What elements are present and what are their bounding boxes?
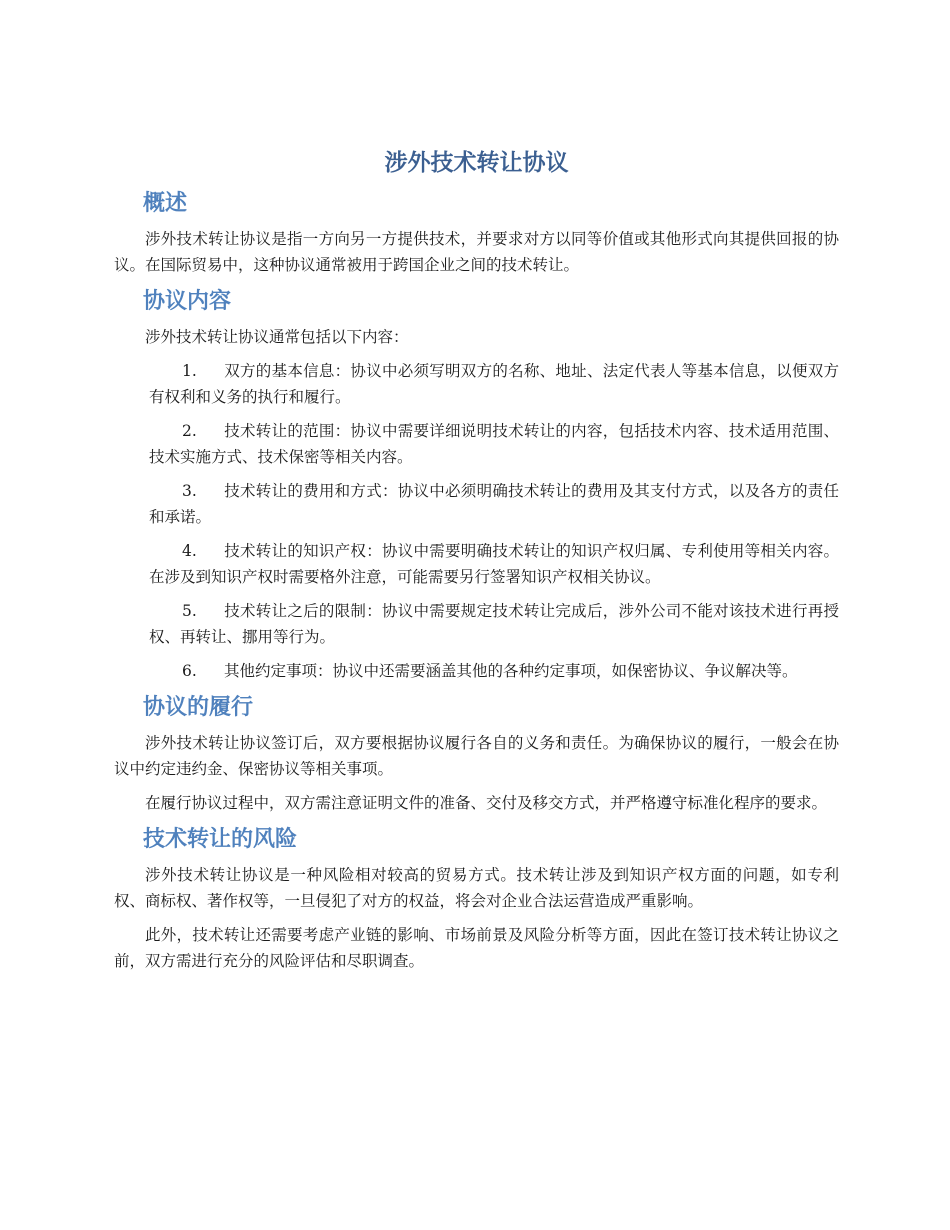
list-item-number: 1. — [182, 362, 197, 380]
paragraph: 此外，技术转让还需要考虑产业链的影响、市场前景及风险分析等方面，因此在签订技术转让协议之前，双方需进行充分的风险评估和尽职调查。 — [114, 926, 839, 970]
list-item-number: 6. — [182, 662, 197, 680]
section-heading-risks: 技术转让的风险 — [143, 827, 298, 852]
list-item — [149, 598, 839, 650]
paragraph: 涉外技术转让协议是一种风险相对较高的贸易方式。技术转让涉及到知识产权方面的问题，如专利权、商标权、著作权等，一旦侵犯了对方的权益，将会对企业合法运营造成严重影响。 — [114, 866, 839, 910]
paragraph: 在履行协议过程中，双方需注意证明文件的准备、交付及移交方式，并严格遵守标准化程序的要求。 — [145, 794, 828, 812]
list-item-text: 技术转让的知识产权：协议中需要明确技术转让的知识产权归属、专利使用等相关内容。在涉及到知识产权时需要格外注意，可能需要另行签署知识产权相关协议。 — [149, 542, 839, 586]
list-item — [149, 658, 839, 684]
list-item-text: 双方的基本信息：协议中必须写明双方的名称、地址、法定代表人等基本信息，以便双方有权利和义务的执行和履行。 — [149, 362, 839, 406]
list-item-number: 5. — [182, 602, 197, 620]
list-item — [149, 538, 839, 590]
section-content — [114, 286, 839, 684]
list-item — [149, 358, 839, 410]
list-item — [149, 418, 839, 470]
content-list — [114, 358, 839, 684]
section-heading-content: 协议内容 — [143, 289, 232, 314]
list-item-text: 其他约定事项：协议中还需要涵盖其他的各种约定事项，如保密协议、争议解决等。 — [224, 662, 798, 680]
section-performance — [114, 692, 839, 816]
section-heading-performance: 协议的履行 — [143, 695, 254, 720]
section-heading-overview: 概述 — [143, 191, 188, 216]
document-title: 涉外技术转让协议 — [384, 150, 569, 176]
list-item-number: 2. — [182, 422, 197, 440]
list-item-text: 技术转让之后的限制：协议中需要规定技术转让完成后，涉外公司不能对该技术进行再授权、再转让、挪用等行为。 — [149, 602, 839, 646]
list-item-text: 技术转让的费用和方式：协议中必须明确技术转让的费用及其支付方式，以及各方的责任和承诺。 — [149, 482, 839, 526]
paragraph: 涉外技术转让协议是指一方向另一方提供技术，并要求对方以同等价值或其他形式向其提供回报的协议。在国际贸易中，这种协议通常被用于跨国企业之间的技术转让。 — [114, 230, 839, 274]
section-risks — [114, 824, 839, 974]
paragraph: 涉外技术转让协议签订后，双方要根据协议履行各自的义务和责任。为确保协议的履行，一般会在协议中约定违约金、保密协议等相关事项。 — [114, 734, 839, 778]
list-item-number: 3. — [182, 482, 197, 500]
section-overview — [114, 188, 839, 278]
list-item-number: 4. — [182, 542, 197, 560]
document-page — [114, 146, 839, 982]
list-item — [149, 478, 839, 530]
list-item-text: 技术转让的范围：协议中需要详细说明技术转让的内容，包括技术内容、技术适用范围、技术实施方式、技术保密等相关内容。 — [149, 422, 839, 466]
content-intro: 涉外技术转让协议通常包括以下内容： — [145, 328, 409, 346]
